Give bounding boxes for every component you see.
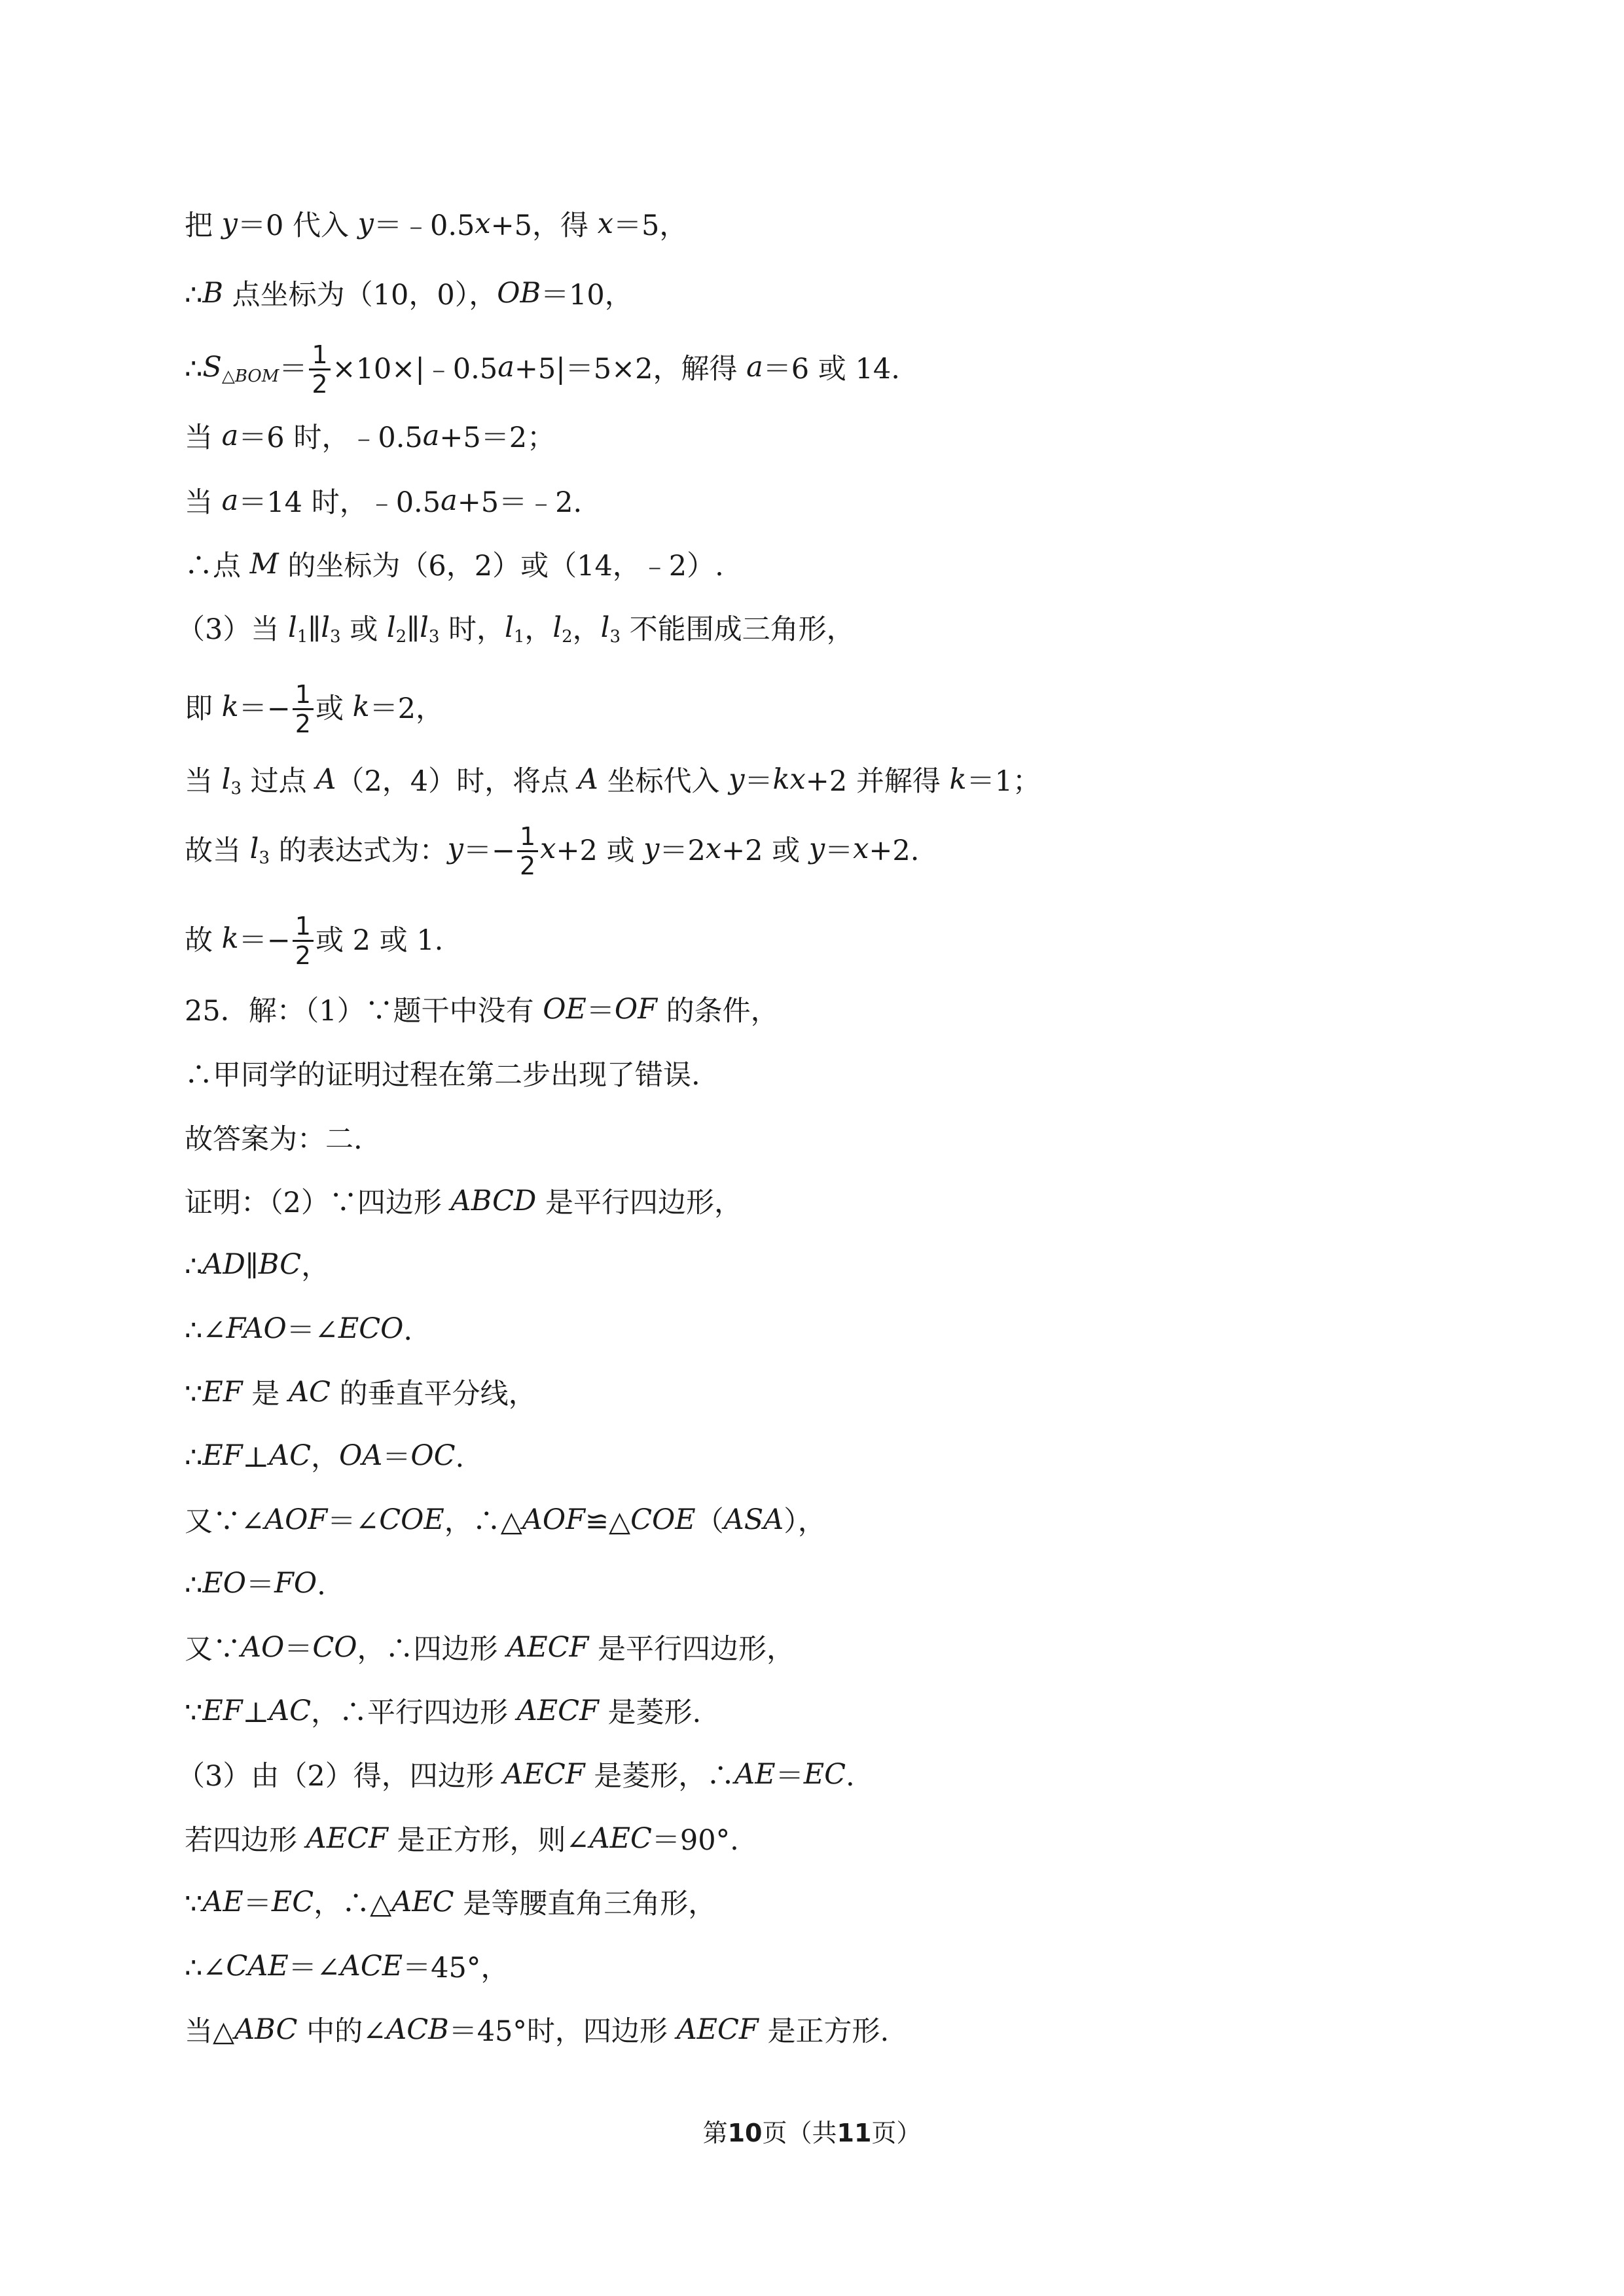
solution-line-26: ∵AE＝EC，∴△AEC 是等腰直角三角形， xyxy=(185,1886,717,1920)
current-page-number: 10 xyxy=(727,2119,763,2147)
solution-line-15: 证明：（2）∵四边形 ABCD 是平行四边形， xyxy=(185,1185,743,1219)
solution-line-14: 故答案为：二. xyxy=(185,1123,363,1156)
solution-line-2: ∴B 点坐标为（10，0），OB＝10， xyxy=(185,277,633,312)
total-page-count: 11 xyxy=(837,2119,872,2147)
solution-line-19: ∴EF⊥AC，OA＝OC. xyxy=(185,1439,465,1474)
solution-line-27: ∴∠CAE＝∠ACE＝45°， xyxy=(185,1950,509,1984)
solution-line-23: ∵EF⊥AC，∴平行四边形 AECF 是菱形. xyxy=(185,1695,702,1729)
solution-line-28: 当△ABC 中的∠ACB＝45°时，四边形 AECF 是正方形. xyxy=(185,2013,890,2048)
solution-line-6: ∴点 M 的坐标为（6，2）或（14，﹣2）. xyxy=(185,548,724,583)
solution-line-21: ∴EO＝FO. xyxy=(185,1567,326,1602)
solution-line-16: ∴AD∥BC， xyxy=(185,1248,330,1283)
fraction-half: $\frac{1}{2}$ xyxy=(293,682,314,736)
solution-line-8: 即 k＝− $\frac{1}{2}$ 或 k＝2， xyxy=(185,679,444,738)
solution-line-12: 25．解：（1）∵题干中没有 OE＝OF 的条件， xyxy=(185,993,779,1028)
fraction-half: $\frac{1}{2}$ xyxy=(293,914,314,968)
solution-line-10: 故当 $l_3$ 的表达式为：y＝− $\frac{1}{2}$ x+2 或 y＝2x+2 或 y＝x+2. xyxy=(185,821,920,880)
solution-line-3: $\therefore S_{\triangle BOM}=$ $\frac{1}{2}$ ×10×|﹣0.5a+5|＝5×2，解得 a＝6 或 14. xyxy=(185,340,900,399)
fraction-half: $\frac{1}{2}$ xyxy=(309,342,330,397)
solution-line-11: 故 k＝− $\frac{1}{2}$ 或 2 或 1. xyxy=(185,911,444,970)
solution-line-4: 当 a＝6 时，﹣0.5a+5＝2； xyxy=(185,420,556,454)
page-footer: 第10页（共11页） xyxy=(702,2119,922,2147)
solution-line-25: 若四边形 AECF 是正方形，则∠AEC＝90°. xyxy=(185,1822,739,1857)
solution-line-5: 当 a＝14 时，﹣0.5a+5＝﹣2. xyxy=(185,484,583,519)
solution-line-7: （3）当 $l_1\parallel l_3$ 或 $l_2\parallel l_3$ 时，$l_1$，$l_2$，$l_3$ 不能围成三角形， xyxy=(177,611,855,647)
solution-line-13: ∴甲同学的证明过程在第二步出现了错误. xyxy=(185,1059,700,1092)
solution-line-24: （3）由（2）得，四边形 AECF 是菱形，∴AE＝EC. xyxy=(177,1758,855,1793)
solution-line-20: 又∵∠AOF＝∠COE，∴△AOF≌△COE（ASA）， xyxy=(185,1503,826,1538)
fraction-half: $\frac{1}{2}$ xyxy=(517,824,538,878)
solution-line-18: ∵EF 是 AC 的垂直平分线， xyxy=(185,1376,537,1410)
solution-line-9: 当 $l_3$ 过点 A（2，4）时，将点 A 坐标代入 y＝kx+2 并解得 k＝1； xyxy=(185,763,1041,798)
solution-line-1: 把 y＝0 代入 y＝﹣0.5x+5，得 x＝5， xyxy=(185,207,688,242)
solution-line-17: ∴∠FAO＝∠ECO. xyxy=(185,1312,413,1347)
solution-line-22: 又∵AO＝CO，∴四边形 AECF 是平行四边形， xyxy=(185,1631,795,1666)
